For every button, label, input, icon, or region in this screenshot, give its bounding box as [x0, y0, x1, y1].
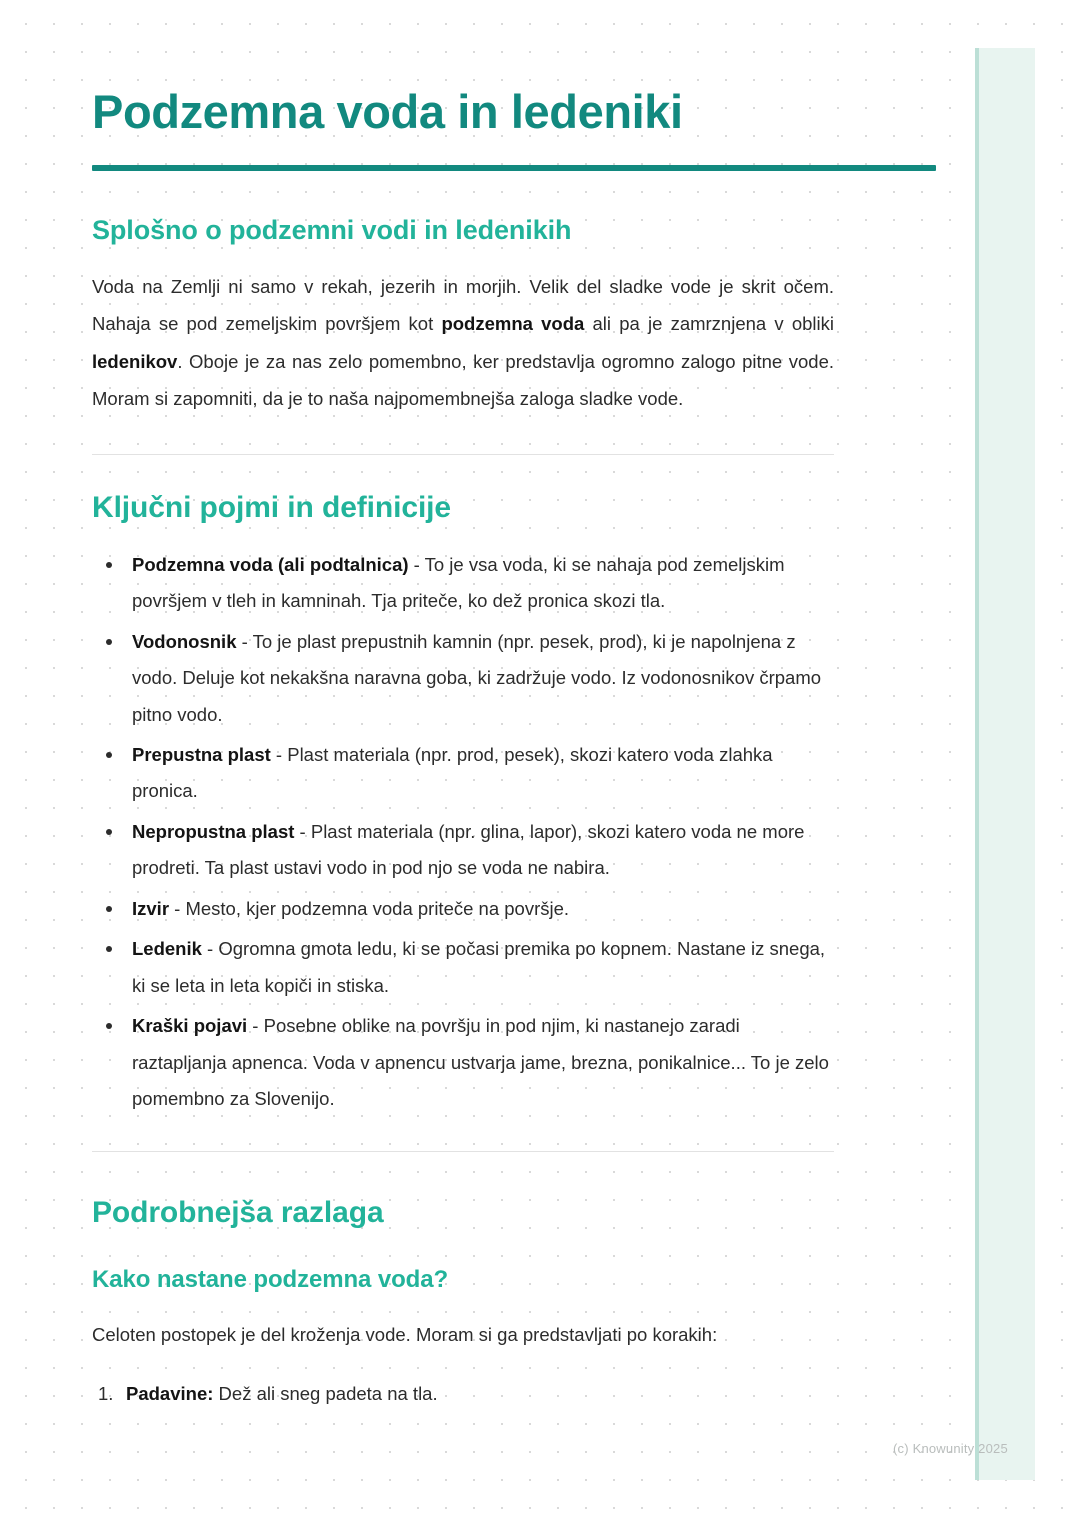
term-label: Nepropustna plast — [132, 820, 295, 842]
section-heading-key-terms: Ključni pojmi in definicije — [92, 490, 451, 524]
section-heading-detail: Podrobnejša razlaga — [92, 1196, 384, 1230]
list-item — [92, 737, 834, 810]
detail-intro-paragraph: Celoten postopek je del kroženja vode. Moram si ga predstavljati po korakih: — [92, 1324, 718, 1346]
decorative-edge-band — [975, 48, 1035, 1480]
copyright-watermark: (c) Knowunity 2025 — [893, 1441, 1008, 1456]
list-item — [92, 891, 834, 927]
steps-list — [92, 1376, 834, 1412]
step-label: Padavine: — [126, 1382, 214, 1404]
document-content — [92, 0, 834, 1412]
term-definition: - To je plast prepustnih kamnin (npr. pesek, prod), ki je napolnjena z vodo. Deluje kot nekakšna naravna goba, ki zadržuje vodo. Iz vodonosnikov črpamo pitno vodo. — [132, 630, 822, 725]
list-item — [92, 547, 834, 620]
term-definition: - Plast materiala (npr. glina, lapor), skozi katero voda ne more prodreti. Ta plast ustavi vodo in pod njo se voda ne nabira. — [132, 820, 805, 879]
overview-bold-podzemna-voda: podzemna voda — [441, 313, 585, 335]
overview-bold-ledenikov: ledenikov — [92, 350, 178, 372]
overview-text-part-2: ali pa je zamrznjena v obliki — [584, 313, 835, 335]
list-item — [92, 931, 834, 1004]
section-heading-overview: Splošno o podzemni vodi in ledenikih — [92, 214, 572, 245]
term-definition: - Plast materiala (npr. prod, pesek), skozi katero voda zlahka pronica. — [132, 744, 773, 802]
key-terms-list — [92, 547, 834, 1118]
subsection-heading-how-groundwater-forms: Kako nastane podzemna voda? — [92, 1266, 449, 1294]
list-item — [92, 624, 834, 733]
step-text: Dež ali sneg padeta na tla. — [213, 1382, 438, 1404]
term-definition: - To je vsa voda, ki se nahaja pod zemeljskim površjem v tleh in kamninah. Tja priteče, ko dež pronica skozi tla. — [132, 553, 785, 612]
page-title: Podzemna voda in ledeniki — [92, 85, 683, 138]
list-item — [92, 1376, 834, 1412]
list-item — [92, 1008, 834, 1117]
term-definition: - Ogromna gmota ledu, ki se počasi premika po kopnem. Nastane iz snega, ki se leta in leta kopiči in stiska. — [132, 938, 826, 996]
term-label: Izvir — [132, 897, 170, 919]
list-item — [92, 814, 834, 887]
term-definition: - Posebne oblike na površju in pod njim, ki nastanejo zaradi raztapljanja apnenca. Voda v apnencu ustvarja jame, brezna, ponikalnice... To je zelo pomembno za Slovenijo. — [132, 1015, 829, 1109]
term-label: Podzemna voda (ali podtalnica) — [132, 553, 409, 575]
term-label: Ledenik — [132, 938, 202, 960]
term-label: Vodonosnik — [132, 630, 237, 652]
term-definition: - Mesto, kjer podzemna voda priteče na površje. — [169, 897, 570, 919]
term-label: Kraški pojavi — [132, 1015, 248, 1037]
overview-text-part-3: . Oboje je za nas zelo pomembno, ker predstavlja ogromno zalogo pitne vode. Moram si zapomniti, da je to naša najpomembnejša zaloga sladke vode. — [92, 350, 834, 410]
term-label: Prepustna plast — [132, 744, 271, 765]
overview-paragraph — [92, 268, 834, 418]
overview-text-part-1: Voda na Zemlji ni samo v rekah, jezerih in morjih. Velik del sladke vode je skrit očem. Nahaja se pod zemeljskim površjem kot — [92, 275, 834, 335]
